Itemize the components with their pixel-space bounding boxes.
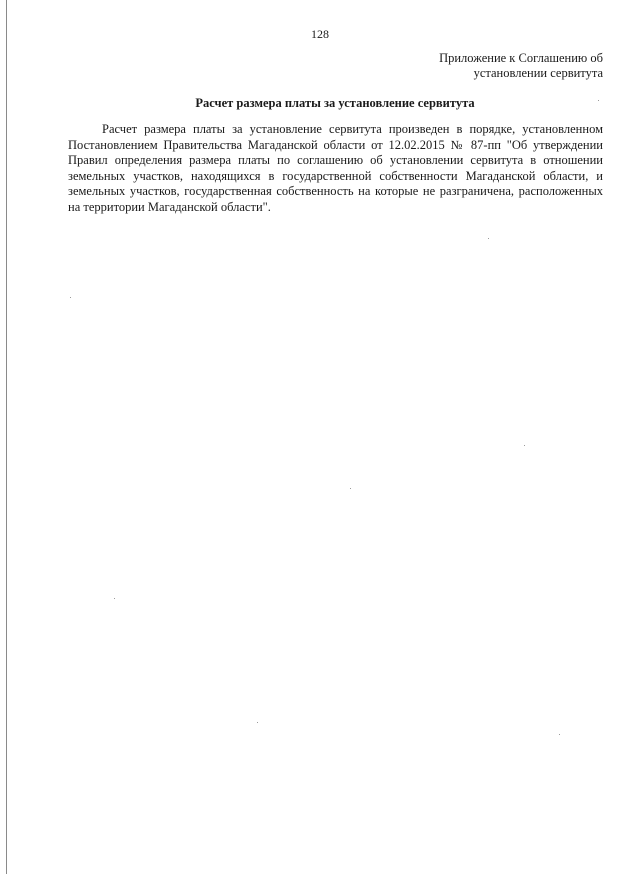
scan-speck (488, 238, 489, 239)
scan-speck (524, 445, 525, 446)
scan-speck (114, 598, 115, 599)
scan-edge-line (6, 0, 7, 874)
body-paragraph: Расчет размера платы за установление сервитута произведен в порядке, установленном Постановлением Правительства Магаданской области от 12.02.2015 № 87-пп "Об утверждении Правил определения размера платы по соглашению об установлении сервитута в отношении земельных участков, находящихся в государственной собственности Магаданской области, и земельных участков, государственная собственность на которые не разграничена, расположенных на территории Магаданской области". (68, 122, 603, 214)
scan-speck (559, 734, 560, 735)
scan-speck (598, 100, 599, 101)
scan-speck (257, 722, 258, 723)
scan-speck (70, 297, 71, 298)
document-title: Расчет размера платы за установление сервитута (195, 96, 475, 110)
scan-speck (350, 488, 351, 489)
page-number: 128 (311, 27, 329, 41)
appendix-line-2: установлении сервитута (473, 66, 603, 80)
appendix-note (363, 51, 603, 81)
appendix-line-1: Приложение к Соглашению об (439, 51, 603, 65)
